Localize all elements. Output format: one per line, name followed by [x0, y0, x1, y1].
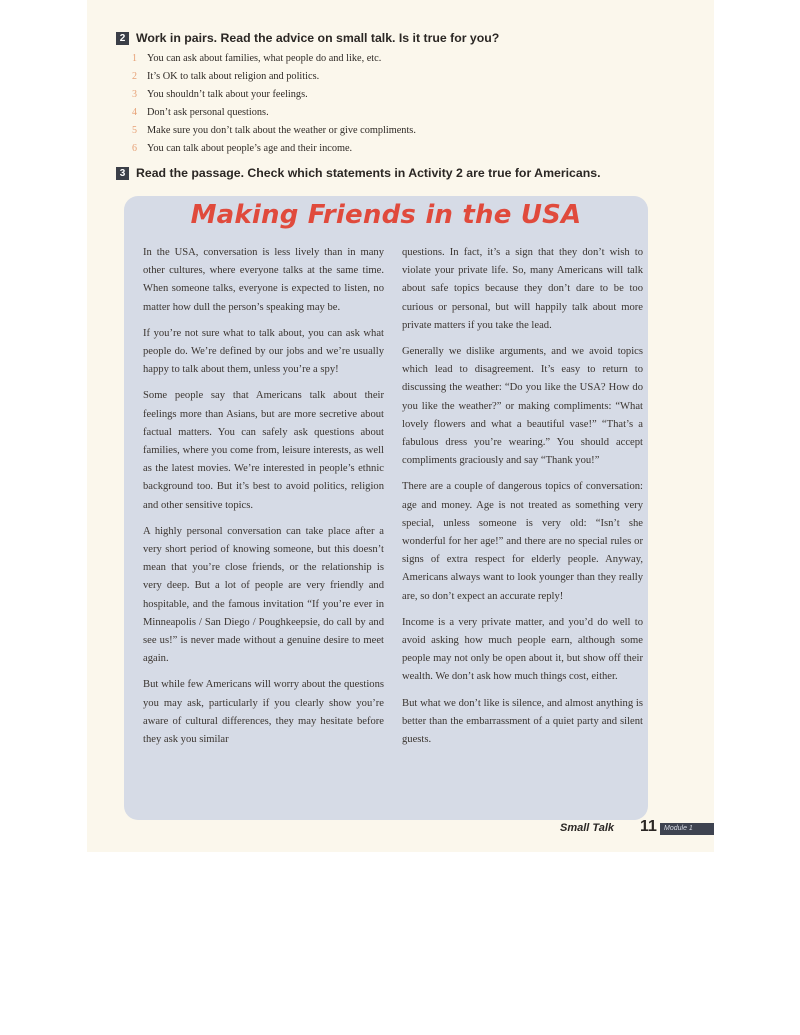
statement-list: [132, 50, 416, 158]
activity-2-heading: [116, 31, 499, 45]
passage-paragraph: But while few Americans will worry about the questions you may ask, particularly if you clearly show you’re aware of cultural differences, they may hesitate before they ask you similar: [143, 679, 384, 746]
statement-item: 1 You can ask about families, what people do and like, etc.: [132, 53, 382, 64]
passage-paragraph: In the USA, conversation is less lively than in many other cultures, where everyone talks at the same time. When someone talks, everyone is expected to listen, no matter how dull the person’s speaking may be.: [143, 247, 384, 313]
passage-paragraph: questions. In fact, it’s a sign that they don’t wish to violate your private life. So, many Americans will talk about safe topics because they don’t dare to be too curious or personal, but will happily talk about more private matters if you take the lead.: [402, 247, 643, 331]
passage-paragraph: If you’re not sure what to talk about, you can ask what people do. We’re defined by our jobs and we’re usually happy to talk about them, unless you’re a spy!: [143, 327, 384, 376]
statement-item: 4 Don’t ask personal questions.: [132, 107, 269, 118]
statement-item: 6 You can talk about people’s age and their income.: [132, 143, 353, 154]
passage-paragraph: Generally we dislike arguments, and we avoid topics which lead to disagreement. It’s easy to return to discussing the weather: “Do you like the USA? How do you like the weather?” or making compliments: “What lovely flowers and what a beautiful vase!” “That’s a fabulous dress you’re wearing.” You should accept compliments graciously and say “Thank you!”: [402, 346, 643, 467]
passage-left-column: [143, 244, 384, 757]
passage-paragraph: Some people say that Americans talk about their feelings more than Asians, but are more secretive about factual matters. You can safely ask questions about families, where you come from, leisure interests, as well as the latest movies. We’re interested in people’s ethnic background too. But it’s best to avoid politics, religion and other sensitive topics.: [143, 390, 384, 511]
activity-3-heading: [116, 166, 600, 180]
unit-title: Small Talk: [560, 822, 615, 834]
statement-item: 2 It’s OK to talk about religion and politics.: [132, 71, 320, 82]
statement-item: 5 Make sure you don’t talk about the weather or give compliments.: [132, 125, 416, 136]
activity-2-number: 2: [116, 32, 129, 45]
passage-paragraph: But what we don’t like is silence, and almost anything is better than the embarrassment of a quiet party and silent guests.: [402, 697, 643, 746]
passage-paragraph: A highly personal conversation can take place after a very short period of knowing someone, but this doesn’t mean that you’re close friends, or the relationship is very deep. But a lot of people are very friendly and hospitable, and the famous invitation “If you’re ever in Minneapolis / San Diego / Poughkeepsie, do call by and see us!” is never made without a genuine desire to meet again.: [143, 525, 384, 665]
passage-title: Making Friends in the USA: [190, 200, 582, 230]
passage-paragraph: Income is a very private matter, and you’d do well to avoid asking how much people earn, although some people may not only be open about it, but show off their wealth. We don’t ask how much things cost, either.: [402, 616, 643, 683]
module-label: Module 1: [660, 823, 714, 835]
page-number: 11: [640, 818, 657, 835]
activity-3-number: 3: [116, 167, 129, 180]
activity-3-instruction: Read the passage. Check which statements in Activity 2 are true for Americans.: [136, 166, 601, 180]
passage-paragraph: There are a couple of dangerous topics of conversation: age and money. Age is not treated as something very special, unless someone is very old: “Isn’t she wonderful for her age!” and there are no special rules or signs of extra respect for elderly people. Anyway, Americans always want to look younger than they really are, so don’t expect an accurate reply!: [402, 481, 643, 602]
passage-right-column: [402, 244, 643, 757]
activity-2-instruction: Work in pairs. Read the advice on small talk. Is it true for you?: [136, 31, 500, 45]
statement-item: 3 You shouldn’t talk about your feelings.: [132, 89, 308, 100]
